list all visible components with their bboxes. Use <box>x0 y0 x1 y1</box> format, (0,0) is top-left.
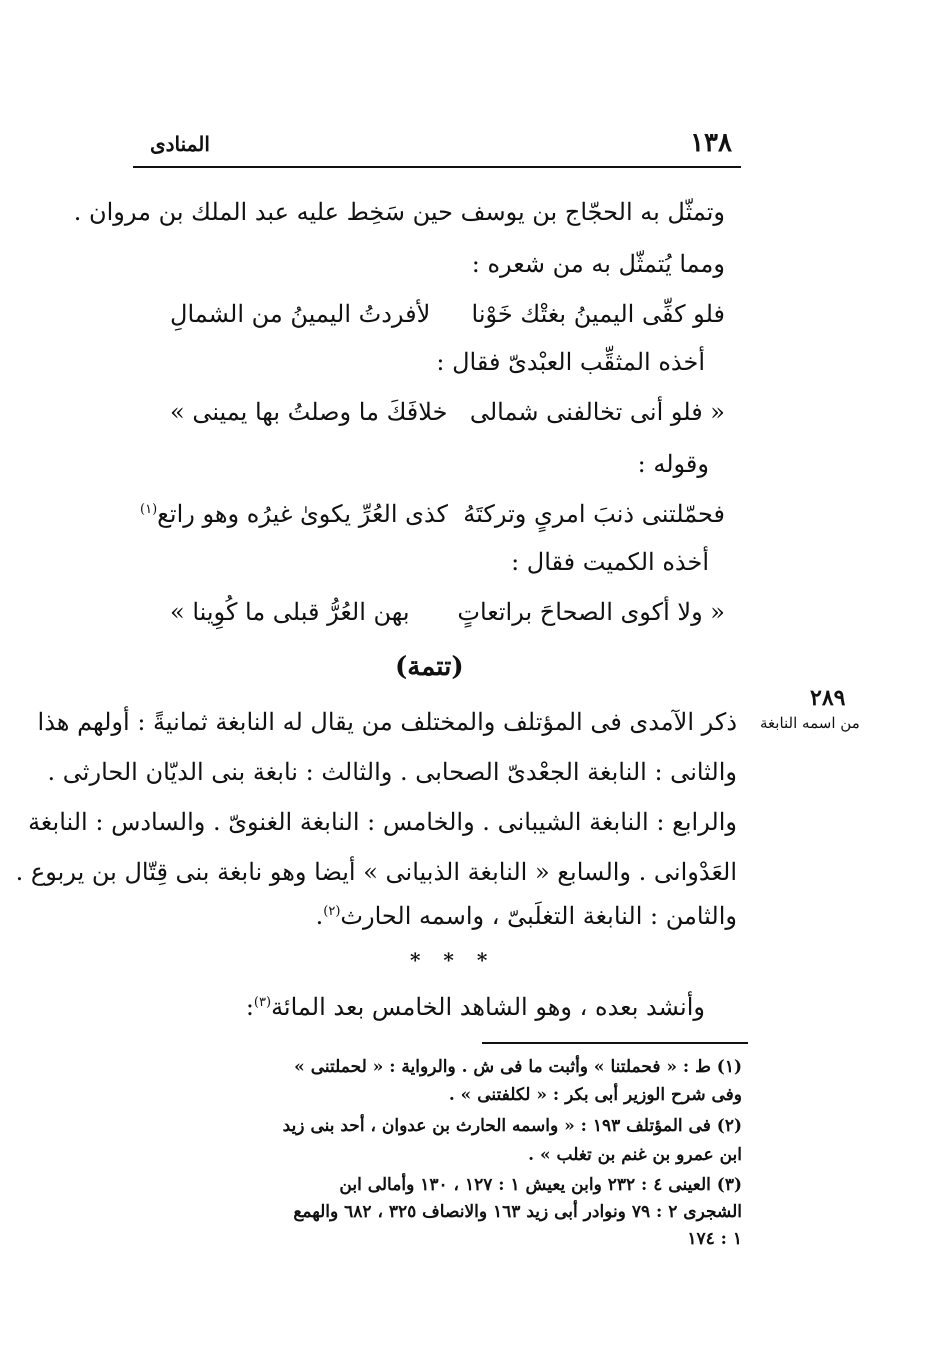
footnote-line: (٣) العينى ٤ : ٢٣٢ وابن يعيش ١ : ١٢٧ ، ١٣٠ وأمالى ابن <box>339 1175 742 1195</box>
footnote-line: (٢) فى المؤتلف ١٩٣ : « واسمه الحارث بن عدوان ، أحد بنى زيد <box>282 1116 742 1136</box>
body-line: أخذه الكميت فقال : <box>511 548 709 576</box>
verse-second-hemistich: خلافَكَ ما وصلتُ بها يمينى » <box>170 398 448 426</box>
closing-line-text: وأنشد بعده ، وهو الشاهد الخامس بعد المائة <box>271 993 705 1021</box>
section-line: العَدْوانى . والسابع « النابغة الذبيانى » أيضا وهو نابغة بنى قِتّال بن يربوع . <box>15 858 737 886</box>
body-line: أخذه المثقِّب العبْدىّ فقال : <box>436 348 705 376</box>
section-heading: (تتمة) <box>395 652 464 682</box>
verse-first-hemistich: فلو كفِّى اليمينُ بغتْك خَوْنا <box>471 300 725 328</box>
closing-line <box>246 993 705 1022</box>
verse-first-hemistich: « فلو أنى تخالفنى شمالى <box>469 398 725 426</box>
footnote-marker: (١) <box>140 502 158 517</box>
verse-text: كذى العُرِّ يكوىٰ غيرُه وهو راتع <box>157 500 448 528</box>
page-number: ١٣٨ <box>690 128 732 158</box>
verse-first-hemistich: « ولا أكوى الصحاحَ براتعاتٍ <box>457 598 725 626</box>
separator-stars: * * * <box>410 948 496 972</box>
body-line: وقوله : <box>637 450 709 478</box>
footnote-line: ١ : ١٧٤ <box>687 1229 742 1249</box>
verse-second-hemistich: لأفردتُ اليمينُ من الشمالِ <box>170 300 431 328</box>
body-line: ومما يُتمثّل به من شعره : <box>471 250 725 278</box>
footnote-marker: (٣) <box>253 995 272 1010</box>
footnote-line: الشجرى ٢ : ٧٩ ونوادر أبى زيد ١٦٣ والانصاف ٣٢٥ ، ٦٨٢ والهمع <box>293 1202 742 1222</box>
footnote-marker: (٢) <box>323 904 341 919</box>
footnote-line: وفى شرح الوزير أبى بكر : « لكلفتنى » . <box>448 1085 742 1105</box>
header-divider <box>133 166 741 168</box>
section-line: ذكر الآمدى فى المؤتلف والمختلف من يقال له النابغة ثمانيةً : أولهم هذا <box>37 708 737 736</box>
period: . <box>315 902 324 930</box>
section-line: والثانى : النابغة الجعْدىّ الصحابى . والثالث : نابغة بنى الديّان الحارثى . <box>47 758 737 786</box>
section-line-text: والثامن : النابغة التغلَبىّ ، واسمه الحارث <box>340 902 737 930</box>
colon: : <box>245 993 254 1021</box>
margin-note: من اسمه النابغة <box>760 714 860 732</box>
verse-second-hemistich: بهن العُرُّ قبلى ما كُوِينا » <box>170 598 410 626</box>
section-line <box>316 902 737 931</box>
running-title: المنادى <box>150 132 210 156</box>
verse-second-hemistich <box>140 500 448 528</box>
body-line: وتمثّل به الحجّاج بن يوسف حين سَخِط عليه عبد الملك بن مروان . <box>73 198 725 226</box>
footnote-divider <box>482 1042 748 1044</box>
footnote-line: (١) ط : « فحملتنا » وأثبت ما فى ش . والرواية : « لحملتنى » <box>294 1057 742 1077</box>
footnote-line: ابن عمرو بن غنم بن تغلب » . <box>528 1145 742 1165</box>
verse-first-hemistich: فحمّلتنى ذنبَ امرىٍ وتركتَهُ <box>463 500 725 528</box>
margin-number: ٢٨٩ <box>810 685 846 711</box>
section-line: والرابع : النابغة الشيبانى . والخامس : النابغة الغنوىّ . والسادس : النابغة <box>28 808 737 836</box>
